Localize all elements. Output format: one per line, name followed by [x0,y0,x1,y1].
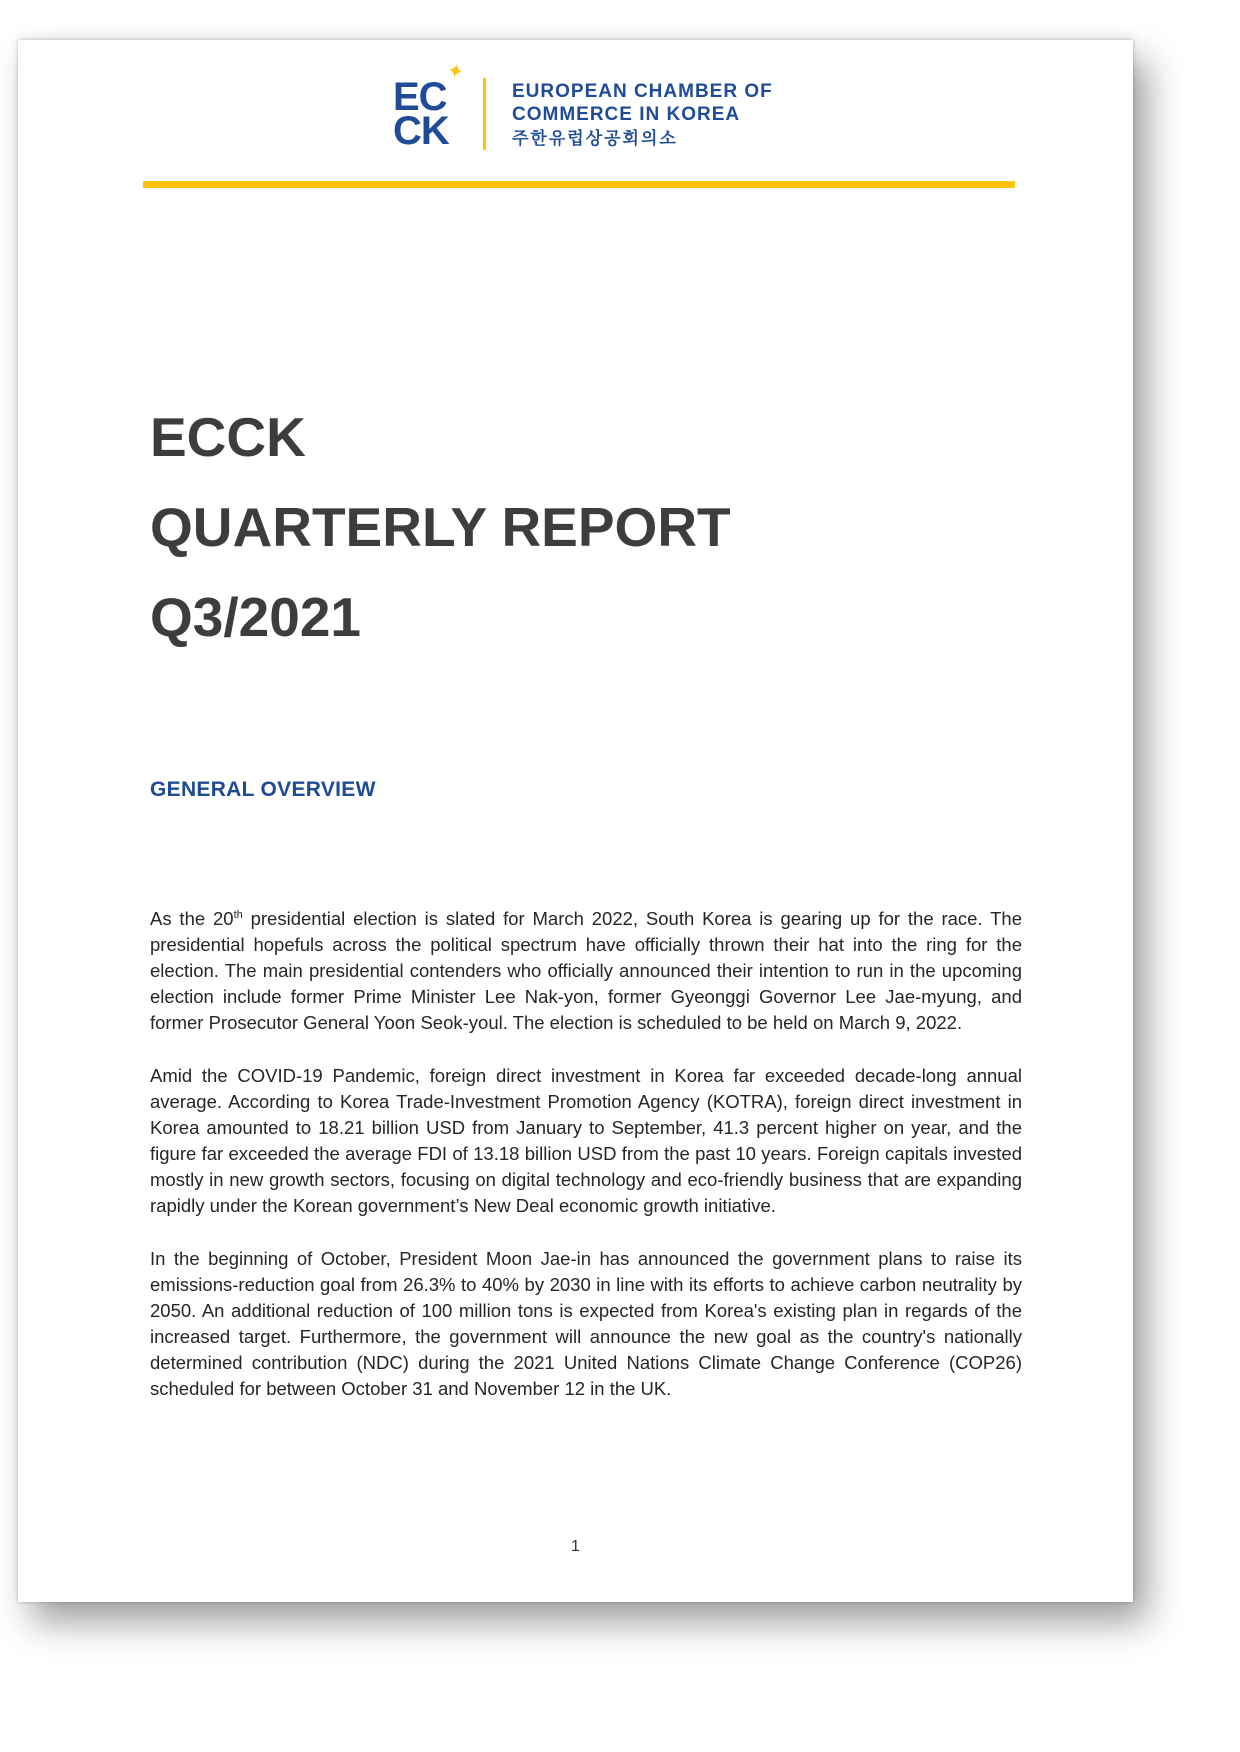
paragraph-fdi: Amid the COVID-19 Pandemic, foreign direct investment in Korea far exceeded decade-long annual average. According to Korea Trade-Investment Promotion Agency (KOTRA), foreign direct investment in Korea amounted to 18.21 billion USD from January to September, 41.3 percent higher on year, and the figure far exceeded the average FDI of 13.18 billion USD from the past 10 years. Foreign capitals invested mostly in new growth sectors, focusing on digital technology and eco-friendly business that are expanding rapidly under the Korean government’s New Deal economic growth initiative. [150,1065,1022,1216]
star-icon: ✦ [444,59,466,85]
page-number: 1 [571,1538,580,1555]
org-name-korean: 주한유럽상공회의소 [512,129,678,148]
section-heading: GENERAL OVERVIEW [150,778,376,801]
logo-divider [483,78,486,150]
title-line3: Q3/2021 [150,586,362,648]
paragraph-emissions: In the beginning of October, President Moon Jae-in has announced the government plans to raise its emissions-reduction goal from 26.3% to 40% by 2030 in line with its efforts to achieve carbon neutrality by 2050. An additional reduction of 100 million tons is expected from Korea's existing plan in regards of the increased target. Furthermore, the government will announce the new goal as the country's nationally determined contribution (NDC) during the 2021 United Nations Climate Change Conference (COP26) scheduled for between October 31 and November 12 in the UK. [150,1248,1022,1399]
title-line1: ECCK [150,406,306,468]
logo-acronym-line1: EC [393,75,447,119]
ordinal-superscript: th [233,908,243,921]
body-text [150,906,1022,1429]
paragraph-election-rest: presidential election is slated for March 2022, South Korea is gearing up for the race. The presidential hopefuls across the political spectrum have officially thrown their hat into the ring for the election. The main presidential contenders who officially announced their intention to run in the upcoming election include former Prime Minister Lee Nak-yon, former Gyeonggi Governor Lee Jae-myung, and former Prosecutor General Yoon Seok-youl. The election is scheduled to be held on March 9, 2022. [150,908,1022,1033]
logo-acronym-line2: CK [393,109,449,153]
title-line2: QUARTERLY REPORT [150,496,731,558]
logo-wordmark [512,80,773,150]
paragraph-election-start: As the 20 [150,908,234,929]
paragraph-election [150,906,1022,1036]
org-name-line1: EUROPEAN CHAMBER OF [512,81,773,102]
header-rule [143,181,1015,188]
ecck-logo-mark [393,75,449,153]
report-page [18,40,1133,1602]
org-name-line2: COMMERCE IN KOREA [512,104,741,125]
page-title [150,392,731,662]
